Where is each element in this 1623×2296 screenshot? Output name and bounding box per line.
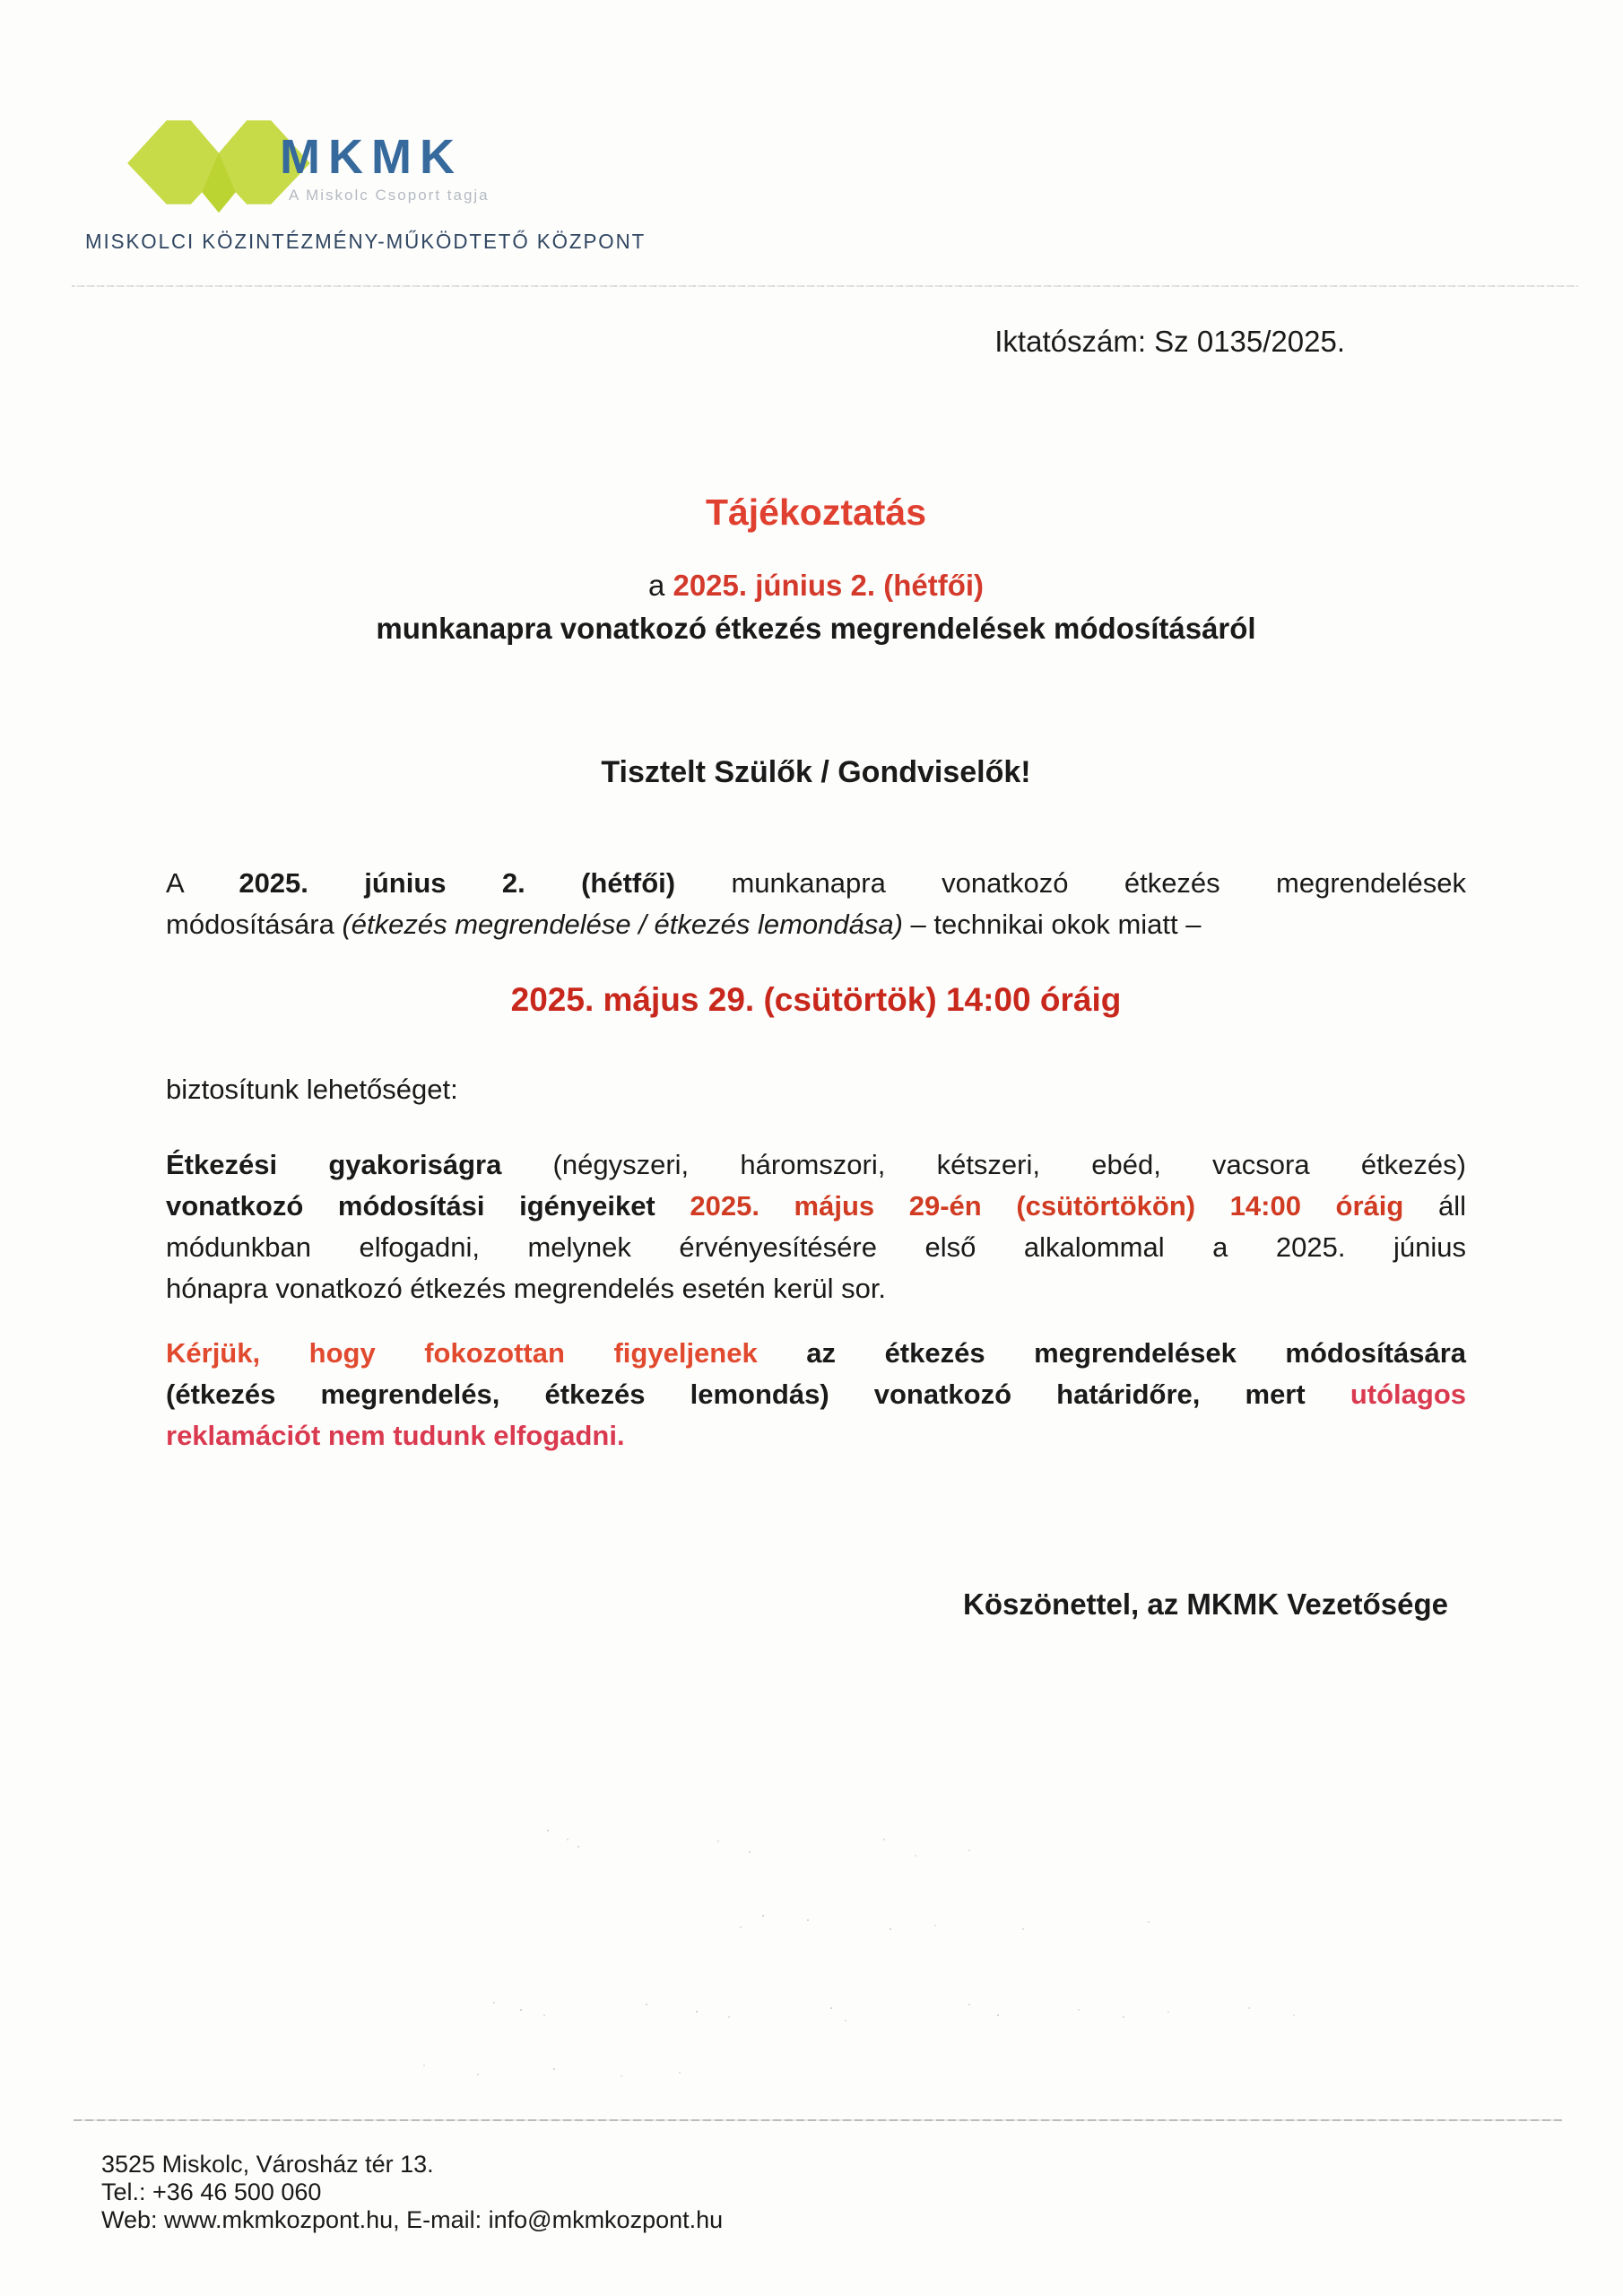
italic-segment: (étkezés megrendelése / étkezés lemondása) — [342, 909, 903, 940]
subtitle-line-1 — [166, 569, 1466, 603]
footer-divider — [74, 2119, 1562, 2121]
org-name: MISKOLCI KÖZINTÉZMÉNY-MŰKÖDTETŐ KÖZPONT — [85, 230, 647, 253]
paragraph-intro-line-2 — [166, 904, 1466, 945]
salutation: Tisztelt Szülők / Gondviselők! — [601, 755, 1031, 789]
text-segment: (étkezés megrendelés, étkezés lemondás) vonatkozó határidőre, mert — [166, 1378, 1350, 1410]
warning-line-3: reklamációt nem tudunk elfogadni. — [166, 1420, 625, 1451]
deadline-highlight: 2025. május 29. (csütörtök) 14:00 óráig — [510, 981, 1122, 1018]
paragraph-provide: biztosítunk lehetőséget: — [166, 1074, 458, 1105]
header-divider — [72, 285, 1578, 287]
text-segment: – technikai okok miatt – — [902, 909, 1202, 940]
text-segment: az étkezés megrendelések módosítására — [757, 1337, 1467, 1369]
text-segment: A — [166, 867, 239, 899]
text-segment: módosítására — [166, 909, 343, 940]
text-segment: (négyszeri, háromszori, kétszeri, ebéd, vacsora étkezés) — [501, 1149, 1466, 1180]
subtitle-date: 2025. június 2. (hétfői) — [673, 569, 985, 602]
footer-phone: Tel.: +36 46 500 060 — [101, 2179, 322, 2205]
warning-line-1 — [166, 1333, 1466, 1374]
warning-red-text: Kérjük, hogy fokozottan figyeljenek — [166, 1337, 758, 1369]
brand-wordmark: MKMK — [280, 130, 463, 184]
text-segment: áll — [1403, 1190, 1466, 1222]
footer-web-email: Web: www.mkmkozpont.hu, E-mail: info@mkmkozpont.hu — [101, 2206, 724, 2233]
details-line-3: módunkban elfogadni, melynek érvényesítésére első alkalommal a 2025. június — [166, 1231, 1466, 1263]
document-title: Tájékoztatás — [705, 491, 927, 533]
details-line-2 — [166, 1186, 1466, 1227]
paragraph-intro-line-1 — [166, 863, 1466, 904]
paragraph-details — [166, 1144, 1466, 1309]
paragraph-intro — [166, 863, 1466, 945]
subtitle-prefix: a — [647, 569, 673, 602]
text-segment: munkanapra vonatkozó étkezés megrendelések — [675, 867, 1466, 899]
details-line-4: hónapra vonatkozó étkezés megrendelés esetén kerül sor. — [166, 1273, 887, 1304]
scan-noise-artifact — [341, 1794, 343, 1796]
reference-number: Iktatószám: Sz 0135/2025. — [994, 325, 1345, 358]
footer-contact — [101, 2151, 1357, 2234]
subtitle-line-2: munkanapra vonatkozó étkezés megrendelések módosításáról — [376, 612, 1256, 645]
paragraph-warning — [166, 1333, 1466, 1457]
claim-red-text: utólagos — [1350, 1378, 1466, 1410]
bold-lead: Étkezési gyakoriságra — [166, 1149, 502, 1180]
bold-lead: vonatkozó módosítási igényeiket — [166, 1190, 690, 1222]
date-bold: 2025. június 2. (hétfői) — [239, 867, 676, 899]
warning-line-2 — [166, 1374, 1466, 1415]
footer-address: 3525 Miskolc, Városház tér 13. — [101, 2151, 434, 2178]
details-line-1 — [166, 1144, 1466, 1186]
closing-signature: Köszönettel, az MKMK Vezetősége — [963, 1587, 1448, 1621]
inline-deadline: 2025. május 29-én (csütörtökön) 14:00 óráig — [690, 1190, 1404, 1222]
brand-tagline: A Miskolc Csoport tagja — [289, 187, 490, 204]
